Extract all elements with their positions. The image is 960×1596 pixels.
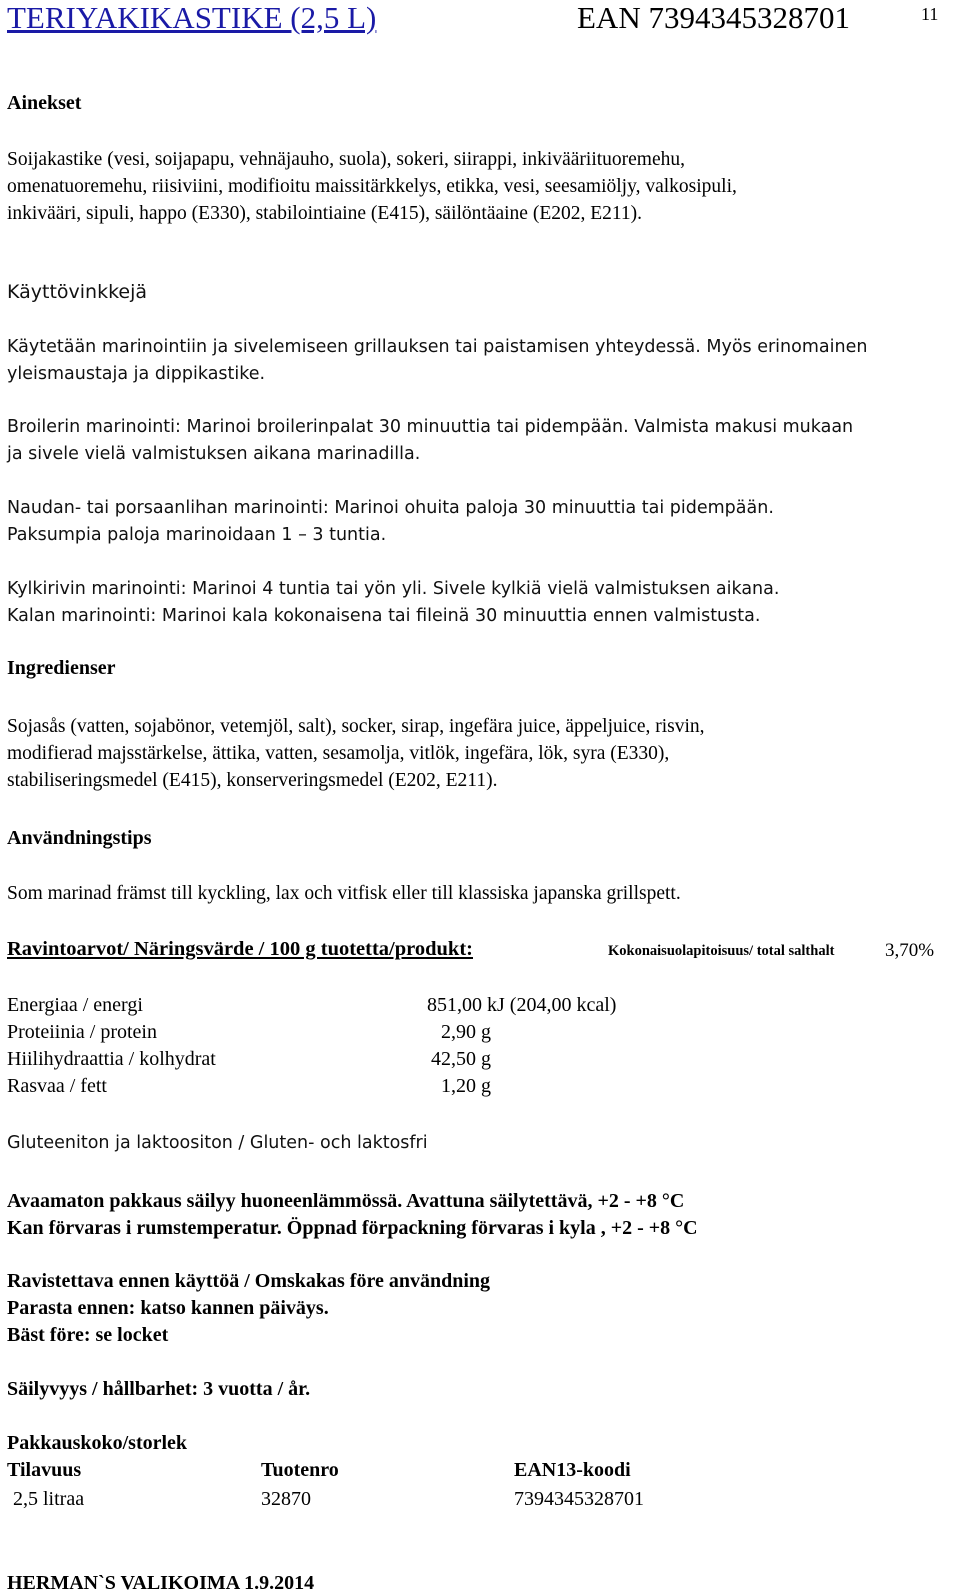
fi-usage-line: Käytetään marinointiin ja sivelemiseen grillauksen tai paistamisen yhteydessä. Myös erinomainen <box>7 337 868 357</box>
package-ean: 7394345328701 <box>514 1488 644 1510</box>
storage-line: Kan förvaras i rumstemperatur. Öppnad förpackning förvaras i kyla , +2 - +8 °C <box>7 1217 698 1239</box>
sv-ingredients-line: stabiliseringsmedel (E415), konserveringsmedel (E202, E211). <box>7 770 498 791</box>
sv-ingredients-line: Sojasås (vatten, sojabönor, vetemjöl, salt), socker, sirap, ingefära juice, äppeljuice, risvin, <box>7 716 705 737</box>
nutrition-heading: Ravintoarvot/ Näringsvärde / 100 g tuotetta/produkt: <box>7 938 473 960</box>
shelf-life: Säilyvyys / hållbarhet: 3 vuotta / år. <box>7 1378 311 1400</box>
best-before-fi: Parasta ennen: katso kannen päiväys. <box>7 1297 329 1319</box>
nutrition-value: 1,20 g <box>441 1075 491 1097</box>
gluten-free-note: Gluteeniton ja laktoositon / Gluten- och laktosfri <box>7 1133 428 1153</box>
fi-ingredients-heading: Ainekset <box>7 92 82 114</box>
package-product-no: 32870 <box>261 1488 311 1510</box>
salt-label: Kokonaisuolapitoisuus/ total salthalt <box>608 943 835 959</box>
fi-ingredients-line: omenatuoremehu, riisiviini, modifioitu maissitärkkelys, etikka, vesi, seesamiöljy, valkosipuli, <box>7 176 737 197</box>
product-title[interactable]: TERIYAKIKASTIKE (2,5 L) <box>7 0 377 35</box>
nutrition-label: Energiaa / energi <box>7 994 143 1016</box>
package-col-ean: EAN13-koodi <box>514 1459 631 1481</box>
fi-usage-heading: Käyttövinkkejä <box>7 281 148 303</box>
ean-code: EAN 7394345328701 <box>577 0 850 35</box>
package-col-volume: Tilavuus <box>7 1459 82 1481</box>
fi-broiler-line: Broilerin marinointi: Marinoi broilerinpalat 30 minuuttia tai pidempään. Valmista makusi mukaan <box>7 417 854 437</box>
nutrition-label: Rasvaa / fett <box>7 1075 107 1097</box>
fi-broiler-line: ja sivele vielä valmistuksen aikana marinadilla. <box>7 444 421 464</box>
sv-ingredients-heading: Ingredienser <box>7 657 116 679</box>
fi-chicken-line: Kylkirivin marinointi: Marinoi 4 tuntia tai yön yli. Sivele kylkiä vielä valmistuksen aikana. <box>7 579 780 599</box>
best-before-sv: Bäst före: se locket <box>7 1324 169 1346</box>
nutrition-value: 42,50 g <box>431 1048 491 1070</box>
sv-usage-text: Som marinad främst till kyckling, lax och vitfisk eller till klassiska japanska grillspett. <box>7 883 681 904</box>
salt-value: 3,70% <box>885 940 935 961</box>
sv-usage-heading: Användningstips <box>7 827 152 849</box>
package-heading: Pakkauskoko/storlek <box>7 1432 188 1454</box>
fi-ingredients-line: inkivääri, sipuli, happo (E330), stabilointiaine (E415), säilöntäaine (E202, E211). <box>7 203 643 224</box>
page-number: 11 <box>921 4 939 24</box>
package-volume: 2,5 litraa <box>13 1488 85 1510</box>
fi-usage-line: yleismaustaja ja dippikastike. <box>7 364 266 384</box>
nutrition-label: Proteiinia / protein <box>7 1021 157 1043</box>
footer: HERMAN`S VALIKOIMA 1.9.2014 <box>7 1572 315 1594</box>
fi-fish-line: Kalan marinointi: Marinoi kala kokonaisena tai fileinä 30 minuuttia ennen valmistusta. <box>7 606 761 626</box>
package-col-product-no: Tuotenro <box>261 1459 339 1481</box>
shake-line: Ravistettava ennen käyttöä / Omskakas före användning <box>7 1270 491 1292</box>
storage-line: Avaamaton pakkaus säilyy huoneenlämmössä. Avattuna säilytettävä, +2 - +8 °C <box>7 1190 685 1212</box>
nutrition-label: Hiilihydraattia / kolhydrat <box>7 1048 216 1070</box>
fi-ingredients-line: Soijakastike (vesi, soijapapu, vehnäjauho, suola), sokeri, siirappi, inkivääriituoremehu, <box>7 149 686 170</box>
sv-ingredients-line: modifierad majsstärkelse, ättika, vatten, sesamolja, vitlök, ingefära, lök, syra (E330), <box>7 743 670 764</box>
fi-beef-line: Naudan- tai porsaanlihan marinointi: Marinoi ohuita paloja 30 minuuttia tai pidempään. <box>7 498 774 518</box>
fi-beef-line: Paksumpia paloja marinoidaan 1 – 3 tuntia. <box>7 525 387 545</box>
nutrition-value: 851,00 kJ (204,00 kcal) <box>427 994 617 1016</box>
nutrition-value: 2,90 g <box>441 1021 491 1043</box>
